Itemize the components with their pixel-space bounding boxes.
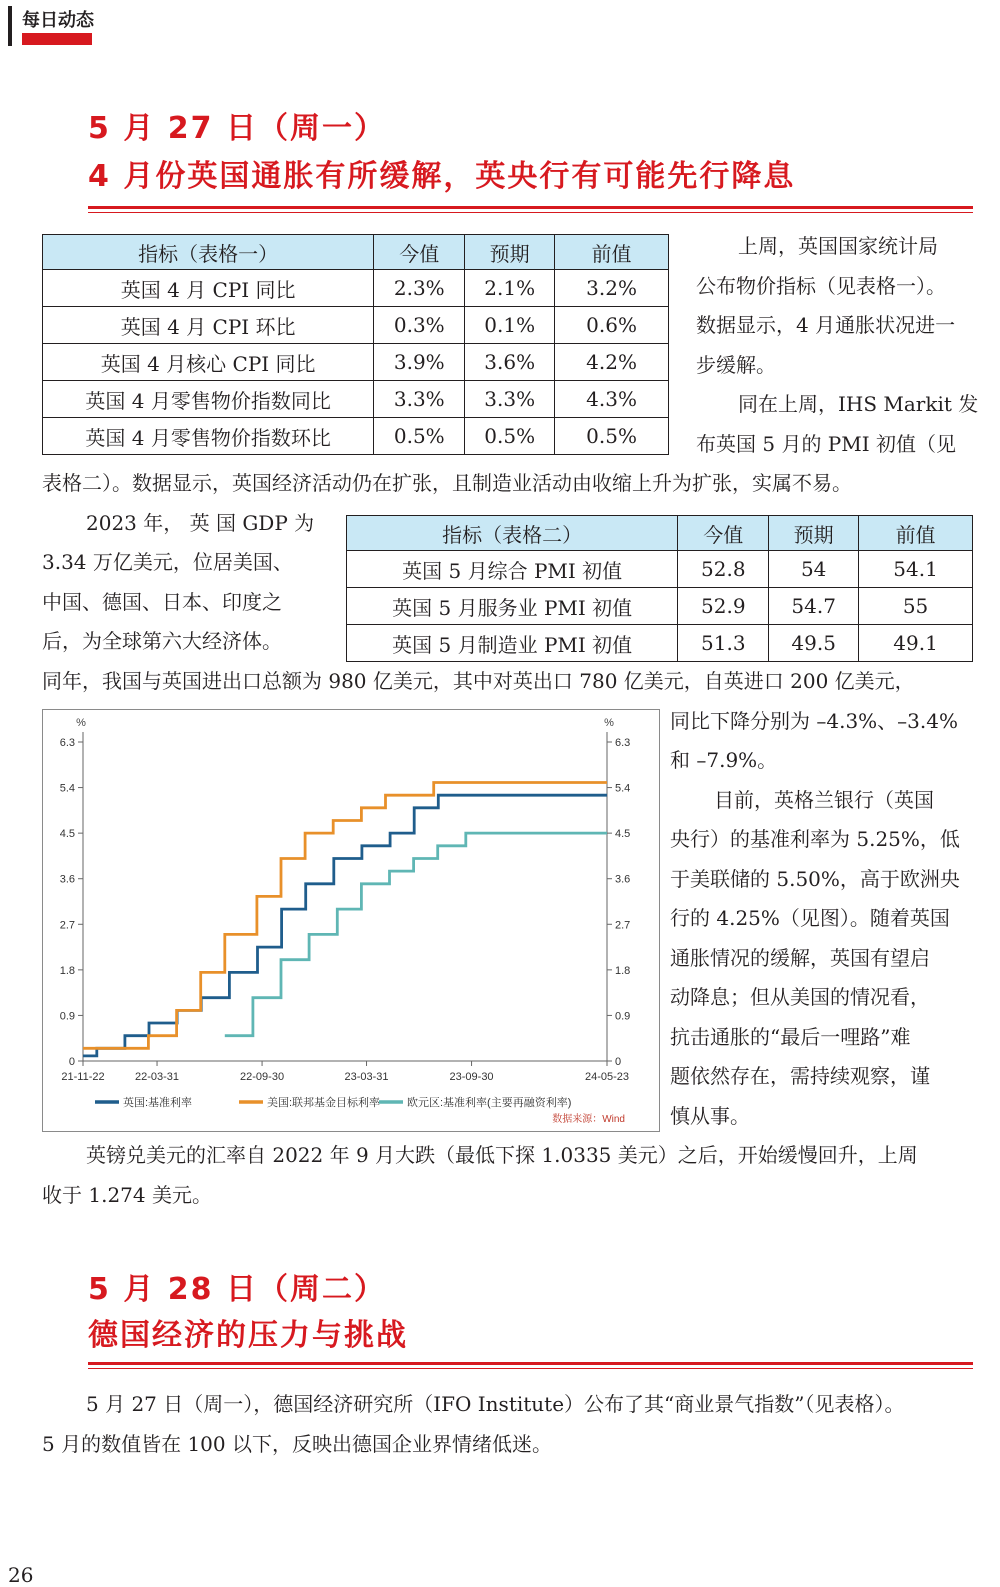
table-header: 指标（表格一）	[43, 235, 374, 270]
table-cell: 3.2%	[555, 270, 669, 307]
paragraph-line: 收于 1.274 美元。	[42, 1183, 212, 1207]
table-cell: 51.3	[678, 625, 769, 662]
paragraph-line: 通胀情况的缓解，英国有望启	[670, 946, 930, 970]
table-cell: 52.8	[678, 551, 769, 588]
chart-source: 数据来源：Wind	[552, 1114, 625, 1125]
table-cell: 54	[769, 551, 859, 588]
x-tick-label: 21-11-22	[61, 1071, 105, 1083]
y-tick-label-left: 6.3	[59, 737, 75, 749]
table-cell: 英国 4 月 CPI 环比	[43, 307, 374, 344]
title-rule	[88, 1362, 973, 1365]
legend-label-uk: 英国:基准利率	[123, 1097, 193, 1109]
table-cell: 0.1%	[465, 307, 555, 344]
header-accent	[22, 33, 92, 45]
y-tick-label-right: 0.9	[615, 1010, 631, 1023]
table-row	[43, 307, 669, 344]
table-cell: 4.3%	[555, 381, 669, 418]
table-cell: 3.6%	[465, 344, 555, 381]
paragraph-line: 布英国 5 月的 PMI 初值（见	[696, 432, 956, 456]
paragraph-line: 抗击通胀的“最后一哩路”难	[670, 1025, 911, 1049]
table-row	[43, 418, 669, 455]
paragraph-line: 题依然存在，需持续观察，谨	[670, 1064, 930, 1088]
table-cell: 英国 4 月零售物价指数环比	[43, 418, 374, 455]
paragraph-line: 3.34 万亿美元，位居美国、	[42, 550, 293, 574]
legend-label-eu: 欧元区:基准利率(主要再融资利率)	[407, 1097, 572, 1109]
y-tick-label-right: 1.8	[615, 964, 631, 977]
paragraph-line: 步缓解。	[696, 353, 776, 377]
table-cell: 英国 4 月 CPI 同比	[43, 270, 374, 307]
table-cell: 55	[859, 588, 973, 625]
paragraph-line: 央行）的基准利率为 5.25%，低	[670, 827, 960, 851]
table-cell: 54.1	[859, 551, 973, 588]
table-cell: 3.3%	[465, 381, 555, 418]
section2-title: 德国经济的压力与挑战	[88, 1318, 408, 1353]
y-tick-label-right: 4.5	[615, 828, 631, 841]
table-cell: 英国 5 月综合 PMI 初值	[347, 551, 678, 588]
y-tick-label-left: 2.7	[59, 919, 75, 932]
y-tick-label-right: 6.3	[615, 737, 631, 749]
table-row	[43, 270, 669, 307]
section1-title: 4 月份英国通胀有所缓解，英央行有可能先行降息	[88, 159, 796, 194]
table-cell: 英国 4 月零售物价指数同比	[43, 381, 374, 418]
y-tick-label-left: 1.8	[59, 964, 75, 977]
y-tick-label-right: 3.6	[615, 873, 631, 886]
table-row	[347, 588, 973, 625]
x-tick-label: 24-05-23	[584, 1071, 630, 1083]
table-cell: 0.6%	[555, 307, 669, 344]
paragraph-line: 同比下降分别为 –4.3%、–3.4%	[670, 709, 958, 733]
paragraph-line: 表格二）。数据显示，英国经济活动仍在扩张，且制造业活动由收缩上升为扩张，实属不易。	[42, 471, 852, 495]
y-unit-left: %	[76, 717, 86, 729]
interest-rate-chart	[42, 709, 660, 1132]
table-header: 今值	[678, 516, 769, 551]
y-tick-label-left: 0.9	[59, 1010, 75, 1023]
y-tick-label-right: 2.7	[615, 919, 631, 932]
paragraph-line: 5 月 27 日（周一），德国经济研究所（IFO Institute）公布了其“商业景气指数”（见表格）。	[86, 1392, 905, 1416]
paragraph-line: 公布物价指标（见表格一）。	[696, 274, 946, 298]
x-tick-label: 22-09-30	[240, 1071, 285, 1083]
table-cell: 2.3%	[374, 270, 465, 307]
table-cell: 英国 5 月制造业 PMI 初值	[347, 625, 678, 662]
table-cell: 49.5	[769, 625, 859, 662]
y-tick-label-left: 0	[68, 1056, 75, 1068]
table-header: 前值	[555, 235, 669, 270]
table-cell: 英国 5 月服务业 PMI 初值	[347, 588, 678, 625]
table-cell: 0.5%	[465, 418, 555, 455]
paragraph-line: 英镑兑美元的汇率自 2022 年 9 月大跌（最低下探 1.0335 美元）之后，开始缓慢回升，上周	[86, 1143, 918, 1167]
paragraph-line: 同在上周，IHS Markit 发	[738, 392, 979, 416]
paragraph-line: 慎从事。	[670, 1104, 750, 1128]
section2-date: 5 月 28 日（周二）	[88, 1272, 386, 1307]
table-cell: 0.3%	[374, 307, 465, 344]
section1-date: 5 月 27 日（周一）	[88, 111, 386, 146]
paragraph-line: 于美联储的 5.50%，高于欧洲央	[670, 867, 960, 891]
paragraph-line: 动降息；但从美国的情况看，	[670, 985, 930, 1009]
table-cell: 英国 4 月核心 CPI 同比	[43, 344, 374, 381]
table-header: 指标（表格二）	[347, 516, 678, 551]
table-cell: 0.5%	[374, 418, 465, 455]
table-row	[43, 344, 669, 381]
title-rule-thin	[88, 212, 973, 213]
table-cell: 2.1%	[465, 270, 555, 307]
table-cell: 49.1	[859, 625, 973, 662]
table-header: 今值	[374, 235, 465, 270]
paragraph-line: 和 –7.9%。	[670, 748, 778, 772]
table-row	[347, 625, 973, 662]
paragraph-line: 同年，我国与英国进出口总额为 980 亿美元，其中对英出口 780 亿美元，自英进口 200 亿美元，	[42, 669, 915, 693]
paragraph-line: 上周，英国国家统计局	[738, 234, 938, 258]
series-line-us	[83, 783, 607, 1049]
header-bar	[8, 6, 12, 46]
table-1	[42, 234, 669, 455]
table-cell: 52.9	[678, 588, 769, 625]
table-cell: 3.9%	[374, 344, 465, 381]
title-rule-thin	[88, 1368, 973, 1369]
paragraph-line: 后，为全球第六大经济体。	[42, 629, 282, 653]
title-rule	[88, 206, 973, 209]
table-row	[43, 381, 669, 418]
section-label: 每日动态	[22, 10, 94, 31]
paragraph-line: 目前，英格兰银行（英国	[714, 788, 934, 812]
y-unit-right: %	[604, 717, 614, 729]
paragraph-line: 中国、德国、日本、印度之	[42, 590, 282, 614]
x-tick-label: 23-09-30	[449, 1071, 494, 1083]
legend-label-us: 美国:联邦基金目标利率	[267, 1097, 381, 1109]
x-tick-label: 23-03-31	[344, 1071, 389, 1083]
y-tick-label-right: 0	[615, 1056, 622, 1068]
table-2	[346, 515, 973, 662]
paragraph-line: 行的 4.25%（见图）。随着英国	[670, 906, 950, 930]
table-header: 前值	[859, 516, 973, 551]
table-header: 预期	[465, 235, 555, 270]
table-cell: 4.2%	[555, 344, 669, 381]
paragraph-line: 数据显示，4 月通胀状况进一	[696, 313, 956, 337]
paragraph-line: 5 月的数值皆在 100 以下，反映出德国企业界情绪低迷。	[42, 1432, 552, 1456]
table-header: 预期	[769, 516, 859, 551]
paragraph-line: 2023 年， 英 国 GDP 为	[86, 511, 315, 535]
table-row	[347, 551, 973, 588]
y-tick-label-left: 3.6	[59, 873, 75, 886]
x-tick-label: 22-03-31	[135, 1071, 180, 1083]
y-tick-label-left: 4.5	[59, 828, 75, 841]
table-cell: 54.7	[769, 588, 859, 625]
y-tick-label-left: 5.4	[59, 782, 75, 795]
chart-svg	[43, 710, 659, 1131]
y-tick-label-right: 5.4	[615, 782, 631, 795]
page-number: 26	[8, 1563, 34, 1587]
table-cell: 3.3%	[374, 381, 465, 418]
table-cell: 0.5%	[555, 418, 669, 455]
